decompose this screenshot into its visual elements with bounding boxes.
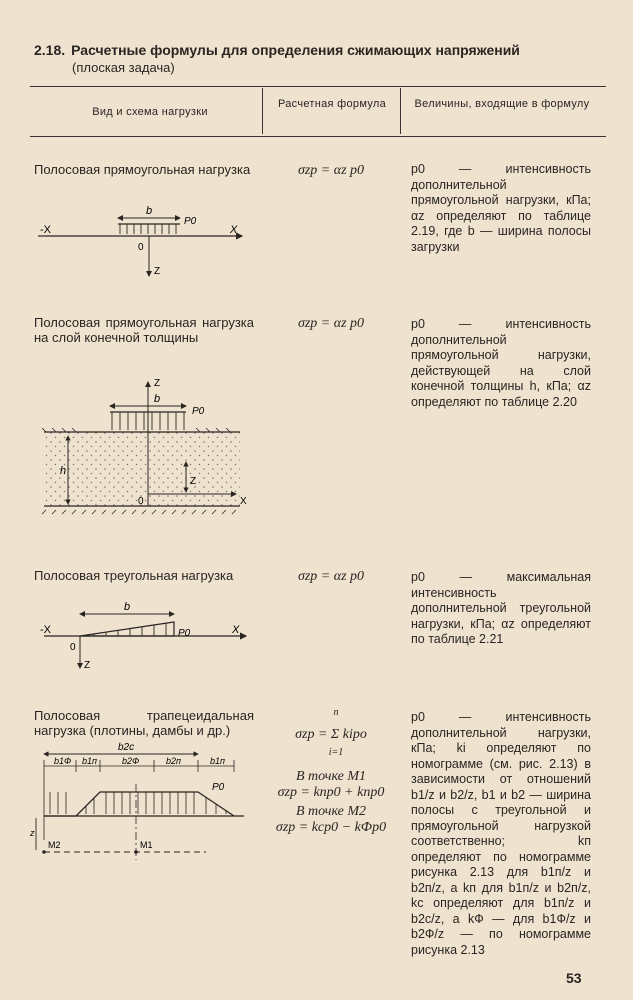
column-header-formula: Расчетная формула	[277, 98, 387, 110]
row-4-formula: σzp = Σ kipo	[295, 727, 367, 742]
row-4-label-p0: P0	[212, 782, 225, 793]
row-4-point-m1-label: В точке M1	[295, 769, 367, 784]
column-divider	[262, 88, 263, 134]
page-subtitle: (плоская задача)	[72, 60, 175, 75]
row-2-label-b: b	[154, 393, 161, 405]
row-3-label-neg-x: -X	[40, 624, 51, 636]
row-2-label-p0: P0	[192, 406, 205, 417]
row-2-label-h: h	[60, 465, 67, 477]
row-3-formula: σzp = αz p0	[297, 569, 365, 584]
row-4-label-b2f: b2Ф	[122, 756, 140, 766]
row-2-formula: σzp = αz p0	[297, 316, 365, 331]
row-4-label-b2p: b2п	[166, 756, 181, 766]
row-1-label-p0: P0	[184, 216, 197, 227]
section-number: 2.18.	[34, 42, 66, 58]
row-2-diagram	[40, 376, 260, 518]
row-3-diagram	[34, 598, 264, 672]
page-number: 53	[566, 970, 582, 986]
row-2-label-x: X	[240, 496, 247, 507]
row-4-description: p0 — интенсивность дополнительной нагрузки, кПа; ki определяют по номограмме (см. рис. 2.13) в зависимости от отношений b1/z и b2/z, b1 и b2 — ширина полосы с треугольной и прямоугольной нагрузкой соответственно; kп определяют по номограмме рисунка 2.13 для b1п/z и b2п/z, а kп для b1п/z и b2п/z, kс определяют для b1п/z и b2с/z, а kФ — для b1Ф/z и b2Ф/z — по номограмме рисунка 2.13	[411, 710, 591, 957]
column-divider	[400, 88, 401, 134]
row-4-label-m2: M2	[48, 840, 61, 850]
section-title: Расчетные формулы для определения сжимающих напряжений	[71, 42, 520, 58]
row-4-label-b1f: b1Ф	[54, 756, 72, 766]
row-2-description: p0 — интенсивность дополнительной прямоугольной нагрузки, действующей на слой конечной толщины h, кПа; αz определяют по таблице 2.20	[411, 317, 591, 409]
row-1-label-z: Z	[154, 266, 161, 277]
row-3-label: Полосовая треугольная нагрузка	[34, 568, 234, 583]
row-3-description: p0 — максимальная интенсивность дополнительной треугольной нагрузки, кПа; αz определяют по таблице 2.21	[411, 570, 591, 646]
row-4-label-b1p: b1п	[82, 756, 97, 766]
row-3-label-x: X	[232, 624, 240, 636]
row-4-point-m2-formula: σzp = kсp0 − kФp0	[275, 820, 387, 835]
row-1-label-origin: 0	[138, 242, 144, 253]
row-2-label-origin: 0	[138, 496, 144, 507]
page-title	[34, 42, 594, 58]
table-top-rule	[30, 86, 606, 87]
row-4-label-m1: M1	[140, 840, 153, 850]
row-2-label-z-top: Z	[154, 378, 161, 389]
row-4-label-z: z	[30, 828, 35, 838]
row-4-formula-block	[266, 704, 396, 764]
column-header-load: Вид и схема нагрузки	[92, 106, 208, 118]
row-4-point-m1-formula: σzp = kпp0 + kпp0	[277, 785, 385, 800]
row-3-label-b: b	[124, 601, 131, 613]
row-4-point-m2-label: В точке M2	[295, 804, 367, 819]
row-1-diagram	[34, 200, 264, 282]
row-1-formula: σzp = αz p0	[297, 163, 365, 178]
column-header-quantities: Величины, входящие в формулу	[414, 98, 590, 110]
row-4-label-b2c: b2c	[118, 742, 135, 753]
row-1-label-neg-x: -X	[40, 224, 51, 236]
row-2-label-z: Z	[190, 476, 197, 487]
table-header-rule	[30, 136, 606, 137]
row-1-label-b: b	[146, 205, 153, 217]
row-4-label-b1p-right: b1п	[210, 756, 225, 766]
row-4-diagram	[30, 740, 264, 870]
row-4-label: Полосовая трапецеидальная нагрузка (плотины, дамбы и др.)	[34, 708, 254, 738]
row-3-label-z: Z	[84, 660, 91, 671]
row-3-label-origin: 0	[70, 642, 76, 653]
row-2-label: Полосовая прямоугольная нагрузка на слой конечной толщины	[34, 315, 254, 345]
row-1-label-x: X	[230, 224, 238, 236]
row-1-description: p0 — интенсивность дополнительной прямоугольной нагрузки, кПа; αz определяют по таблице 2.19, где b — ширина полосы загрузки	[411, 162, 591, 254]
row-1-label: Полосовая прямоугольная нагрузка	[34, 162, 251, 177]
row-3-label-p0: P0	[178, 628, 191, 639]
sum-lower-limit: i=1	[328, 747, 344, 758]
sum-upper-limit: n	[333, 707, 339, 718]
